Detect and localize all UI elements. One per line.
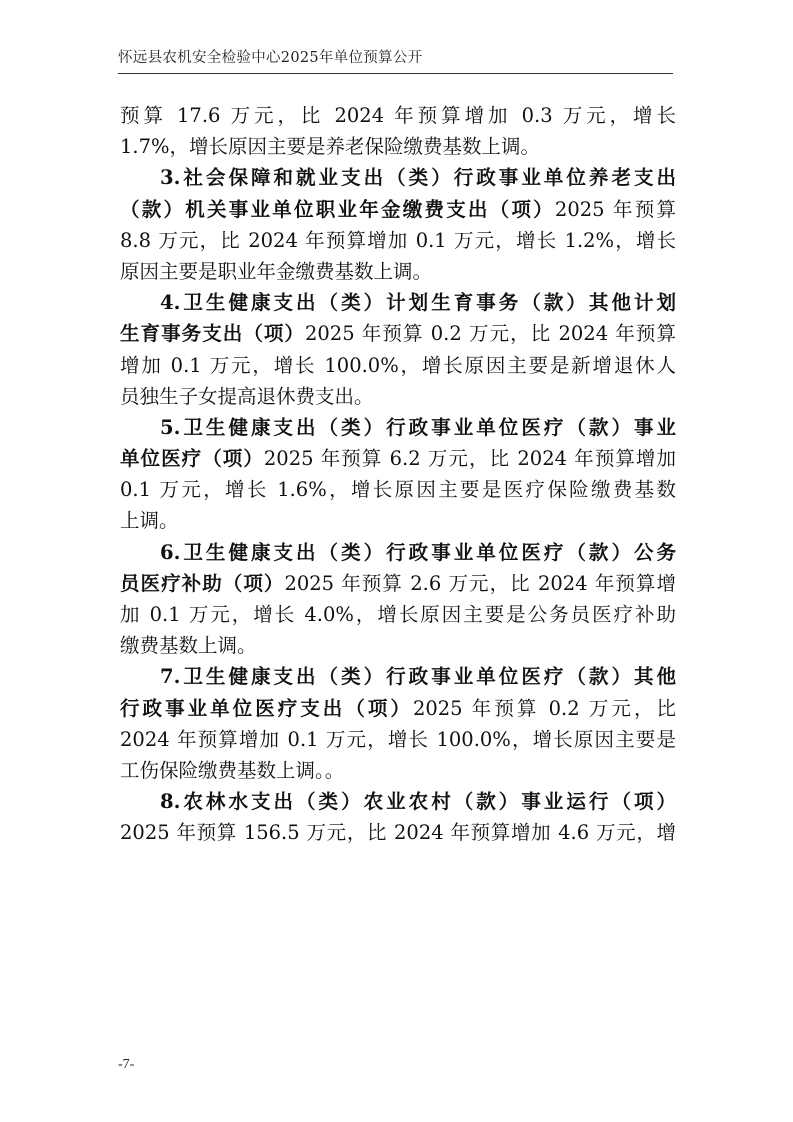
section-heading-line bbox=[120, 693, 676, 724]
section-heading-line bbox=[120, 786, 676, 817]
line-bold-text: 行政事业单位医疗支出（项） bbox=[120, 696, 413, 720]
text-line bbox=[120, 724, 676, 755]
line-text: 工伤保险缴费基数上调。。 bbox=[120, 758, 345, 782]
line-text: 增加 0.1 万元，增长 100.0%，增长原因主要是新增退休人 bbox=[120, 353, 676, 377]
line-text: 2024 年预算增加 0.1 万元，增长 100.0%，增长原因主要是 bbox=[120, 727, 676, 751]
line-bold-text: 7.卫生健康支出（类）行政事业单位医疗（款）其他 bbox=[160, 665, 676, 689]
section-heading-line bbox=[120, 412, 676, 443]
line-text: 员独生子女提高退休费支出。 bbox=[120, 384, 374, 408]
text-line bbox=[120, 505, 676, 536]
body-text bbox=[120, 100, 676, 849]
line-bold-text: 员医疗补助（项） bbox=[120, 571, 285, 595]
section-heading-line bbox=[120, 568, 676, 599]
line-text: 0.1 万元，增长 1.6%，增长原因主要是医疗保险缴费基数 bbox=[120, 478, 676, 502]
line-text: 原因主要是职业年金缴费基数上调。 bbox=[120, 259, 433, 283]
line-text: 2025 年预算 0.2 万元，比 2024 年预算 bbox=[304, 322, 676, 346]
text-line bbox=[120, 381, 676, 412]
section-heading-line bbox=[120, 443, 676, 474]
line-bold-text: 单位医疗（项） bbox=[120, 447, 264, 471]
text-line bbox=[120, 225, 676, 256]
section-heading-line bbox=[120, 318, 676, 349]
line-text: 1.7%，增长原因主要是养老保险缴费基数上调。 bbox=[120, 135, 541, 159]
line-bold-text: （款）机关事业单位职业年金缴费支出（项） bbox=[120, 197, 555, 221]
text-line bbox=[120, 131, 676, 162]
text-line bbox=[120, 599, 676, 630]
line-text: 加 0.1 万元，增长 4.0%，增长原因主要是公务员医疗补助 bbox=[120, 603, 676, 626]
text-line bbox=[120, 755, 676, 786]
line-text: 8.8 万元，比 2024 年预算增加 0.1 万元，增长 1.2%，增长 bbox=[120, 228, 676, 252]
line-bold-text: 3.社会保障和就业支出（类）行政事业单位养老支出 bbox=[160, 166, 676, 190]
line-bold-text: 5.卫生健康支出（类）行政事业单位医疗（款）事业 bbox=[160, 415, 676, 439]
line-text: 预算 17.6 万元，比 2024 年预算增加 0.3 万元，增长 bbox=[120, 104, 676, 127]
section-heading-line bbox=[120, 537, 676, 568]
line-bold-text: 4.卫生健康支出（类）计划生育事务（款）其他计划 bbox=[160, 291, 676, 315]
line-text: 2025 年预算 bbox=[554, 197, 676, 221]
line-text: 2025 年预算 2.6 万元，比 2024 年预算增 bbox=[284, 571, 676, 595]
text-line bbox=[120, 630, 676, 661]
line-text: 缴费基数上调。 bbox=[120, 634, 257, 658]
line-bold-text: 8.农林水支出（类）农业农村（款）事业运行（项） bbox=[160, 790, 676, 814]
line-text: 2025 年预算 0.2 万元，比 bbox=[412, 696, 676, 720]
text-line bbox=[120, 256, 676, 287]
page-header: 怀远县农机安全检验中心2025年单位预算公开 bbox=[118, 46, 673, 74]
line-text: 2025 年预算 6.2 万元，比 2024 年预算增加 bbox=[263, 447, 676, 471]
section-heading-line bbox=[120, 661, 676, 692]
section-heading-line bbox=[120, 287, 676, 318]
section-heading-line bbox=[120, 194, 676, 225]
text-line bbox=[120, 817, 676, 848]
text-line bbox=[120, 474, 676, 505]
line-bold-text: 生育事务支出（项） bbox=[120, 322, 305, 346]
section-heading-line bbox=[120, 162, 676, 193]
line-text: 2025 年预算 156.5 万元，比 2024 年预算增加 4.6 万元，增 bbox=[120, 821, 676, 845]
line-text: 上调。 bbox=[120, 509, 179, 533]
text-line bbox=[120, 350, 676, 381]
page-number: -7- bbox=[118, 1057, 135, 1072]
text-line bbox=[120, 100, 676, 131]
line-bold-text: 6.卫生健康支出（类）行政事业单位医疗（款）公务 bbox=[160, 540, 676, 564]
